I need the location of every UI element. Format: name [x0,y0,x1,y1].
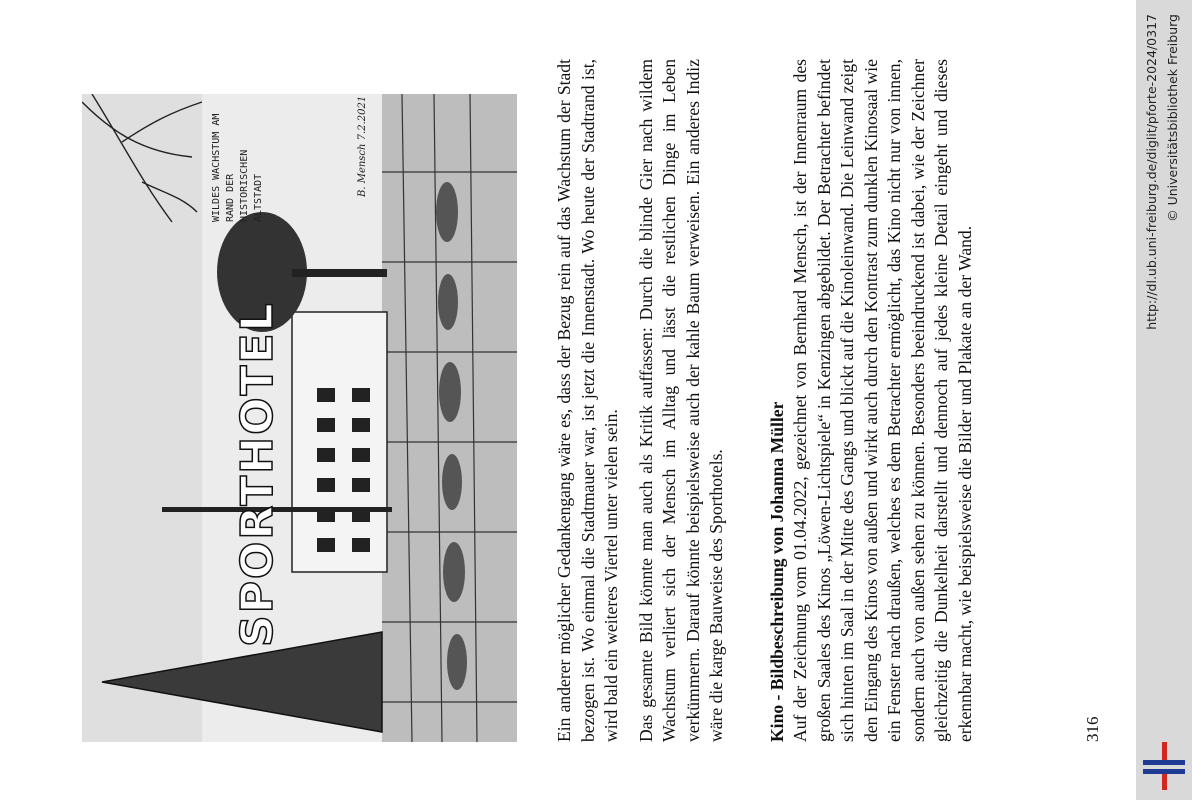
drawing-svg [82,94,517,742]
paragraph: Das gesamte Bild könnte man auch als Kritik auffassen: Durch die blinde Gier nach wildem Wachstum verliert sich der Mensch im Alltag und lässt die restlichen Dinge im Leben verkümmern. Darauf könnte beispielsweise auch der kahle Baum verweisen. Ein anderes Indiz wäre die karge Bauweise des Sporthotels. [635,59,726,742]
sign-text: SPORTHOTEL [232,301,283,647]
artist-signature: B. Mensch 7.2.2021 [357,95,368,197]
library-sidebar [1136,0,1192,800]
permalink-url[interactable]: http://dl.ub.uni-freiburg.de/diglit/pforte-2024/0317 [1144,14,1159,330]
paragraph: Ein anderer möglicher Gedankengang wäre es, dass der Bezug rein auf das Wachstum der Stadt bezogen ist. Wo einmal die Stadtmauer war, ist jetzt die Innenstadt. Wo heute der Stadtrand ist, wird bald ein weiteres Viertel unter vielen sein. [554,59,621,742]
copyright-notice: © Universitätsbibliothek Freiburg [1165,14,1180,222]
text-column [553,59,988,742]
ub-freiburg-logo-icon[interactable] [1143,742,1185,790]
handwritten-note: WILDES WACHSTUM AM RAND DER HISTORISCHEN ALTSTADT [211,113,264,222]
page-number: 316 [1083,716,1102,742]
section-body: Auf der Zeichnung vom 01.04.2022, gezeichnet von Bernhard Mensch, ist der Innenraum des großen Saales des Kinos „Löwen-Lichtspiele“ in Kenzingen abgebildet. Der Betrachter befindet sich hinten im Saal in der Mitte des Gangs und blickt auf die Kinoleinwand. Die Leinwand zeigt den Eingang des Kinos von außen und wirkt auch durch den Kontrast zum dunklen Kinosaal wie ein Fenster nach draußen, welches es dem Betrachter ermöglicht, das Kino nicht nur von innen, sondern auch von außen sehen zu können. Besonders beeindruckend ist dabei, wie der Zeichner gleichzeitig die Dunkelheit darstellt und dennoch auf jedes kleine Detail eingeht und dieses erkennbar macht, wie beispielsweise die Bilder und Plakate an der Wand. [790,59,975,742]
sporthotel-drawing [82,94,517,742]
section-heading: Kino - Bildbeschreibung von Johanna Müller [766,401,787,742]
